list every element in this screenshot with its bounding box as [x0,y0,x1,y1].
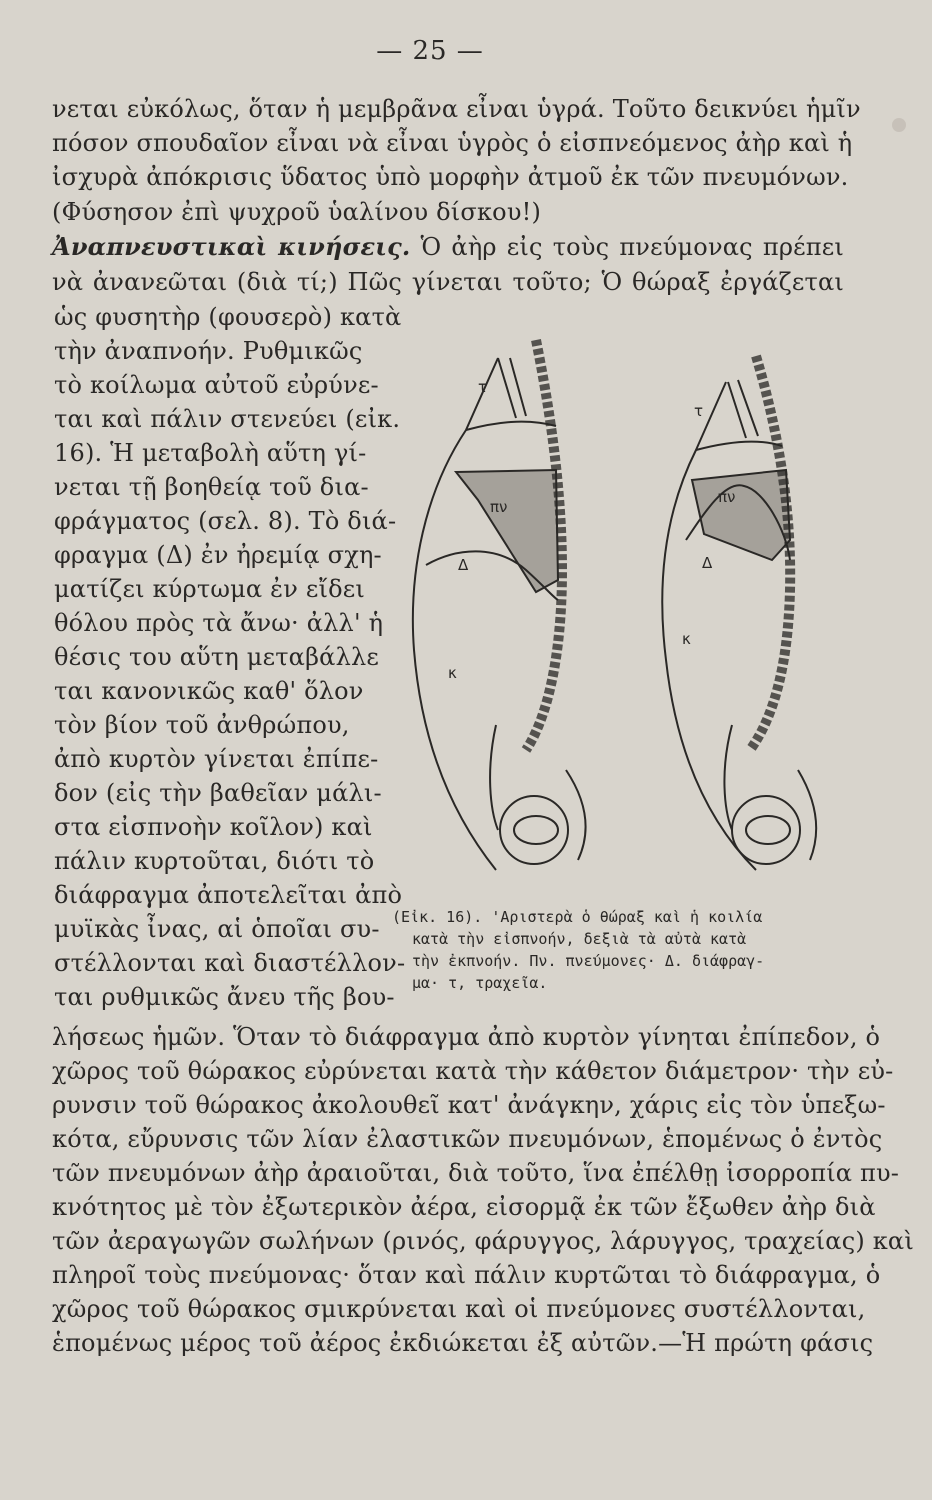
text-line: ὡς φυσητὴρ (φουσερὸ) κατὰ [54,303,402,331]
label-abdomen-left: κ [448,664,457,682]
pelvis-inner-left [514,816,558,844]
pelvis-inner-right [746,816,790,844]
text-line: ται ρυθμικῶς ἄνευ τῆς βου- [54,983,395,1011]
text-line: ἑπομένως μέρος τοῦ ἀέρος ἐκδιώκεται ἐξ αὐτῶν.—Ἡ πρώτη φάσις [52,1329,874,1357]
figure-caption-line: κατὰ τὴν εἰσπνοήν, δεξιὰ τὰ αὐτὰ κατὰ [412,930,747,948]
text-line: λήσεως ἡμῶν. Ὅταν τὸ διάφραγμα ἀπὸ κυρτὸν γίνηται ἐπίπεδον, ὁ [52,1023,881,1051]
lung-region-left [456,470,558,592]
text-line: 16). Ἡ μεταβολὴ αὕτη γί- [54,439,367,467]
diagram-inhalation [413,340,586,870]
text-line: κνότητος μὲ τὸν ἐξωτερικὸν ἀέρα, εἰσορμᾷ ἐκ τῶν ἔξωθεν ἀὴρ διὰ [52,1193,876,1221]
text-line: φραγμα (Δ) ἐν ἠρεμίᾳ σχη- [54,541,382,569]
text-line: ται καὶ πάλιν στενεύει (εἰκ. [54,405,401,433]
figure-caption-line: (Εἰκ. 16). 'Αριστερὰ ὁ θώραξ καὶ ἡ κοιλία [392,908,763,926]
label-abdomen-right: κ [682,630,691,648]
text-line: πάλιν κυρτοῦται, διότι τὸ [54,847,375,875]
trachea-left [498,358,526,418]
label-lungs-right: πν [718,488,736,506]
section-heading: Ἀναπνευστικαὶ κινήσεις. [52,232,411,261]
section-heading-line [52,230,844,264]
paper-stain [892,118,906,132]
text-line: πόσον σπουδαῖον εἶναι νὰ εἶναι ὑγρὸς ὁ εἰσπνεόμενος ἀὴρ καὶ ἡ [52,129,853,157]
text-line: διάφραγμα ἀποτελεῖται ἀπὸ [54,881,403,909]
text-line: κότα, εὔρυνσις τῶν λίαν ἐλαστικῶν πνευμόνων, ἑπομένως ὁ ἐντὸς [52,1125,883,1153]
text-line: ἰσχυρὰ ἀπόκρισις ὕδατος ὑπὸ μορφὴν ἀτμοῦ ἐκ τῶν πνευμόνων. [52,163,849,191]
text-line: δον (εἰς τὴν βαθεῖαν μάλι- [54,779,382,807]
pelvis-outline-left [490,725,586,860]
text-line: στέλλονται καὶ διαστέλλον- [54,949,406,977]
ribcage-left [466,422,556,430]
pelvis-outline-right [724,725,816,860]
text-line: ται κανονικῶς καθ' ὅλον [54,677,364,705]
text-line: τῶν ἀεραγωγῶν σωλήνων (ρινός, φάρυγγος, λάρυγγος, τραχείας) καὶ [52,1227,914,1255]
label-diaphragm-left: Δ [458,556,469,574]
figure-caption-line: τὴν ἐκπνοήν. Πν. πνεύμονες· Δ. διάφραγ- [412,952,765,970]
body-outline-left [413,358,498,870]
label-lungs-left: πν [490,498,508,516]
label-trachea-left: τ [478,378,488,396]
lung-region-right [692,470,790,560]
ribcage-right [696,442,782,450]
text-line: πληροῖ τοὺς πνεύμονας· ὅταν καὶ πάλιν κυρτῶται τὸ διάφραγμα, ὁ [52,1261,881,1289]
text-line: φράγματος (σελ. 8). Τὸ διά- [54,507,397,535]
text-line: στα εἰσπνοὴν κοῖλον) καὶ [54,813,373,841]
text-line: ρυνσιν τοῦ θώρακος ἀκολουθεῖ κατ' ἀνάγκην, χάρις εἰς τὸν ὑπεξω- [52,1091,886,1119]
trachea-right [728,380,758,438]
text-line: τὸν βίον τοῦ ἀνθρώπου, [54,711,350,739]
text-line: τὸ κοίλωμα αὐτοῦ εὐρύνε- [54,371,379,399]
page-number: — 25 — [376,36,484,66]
text-line: νεται εὐκόλως, ὅταν ἡ μεμβρᾶνα εἶναι ὑγρά. Τοῦτο δεικνύει ἡμῖν [52,95,861,123]
text-line: (Φύσησον ἐπὶ ψυχροῦ ὑαλίνου δίσκου!) [52,198,542,226]
figure-thorax-breathing [386,330,876,890]
heading-line-rest: Ὁ ἀὴρ εἰς τοὺς πνεύμονας πρέπει [410,233,844,261]
text-line: θόλου πρὸς τὰ ἄνω· ἀλλ' ἡ [54,609,384,637]
text-line: ἀπὸ κυρτὸν γίνεται ἐπίπε- [54,745,379,773]
text-line: χῶρος τοῦ θώρακος εὐρύνεται κατὰ τὴν κάθετον διάμετρον· τὴν εὐ- [52,1057,894,1085]
text-line: τὴν ἀναπνοήν. Ρυθμικῶς [54,337,363,365]
text-line: θέσις του αὕτη μεταβάλλε [54,643,380,671]
figure-caption-line: μα· τ, τραχεῖα. [412,974,548,992]
body-outline-right [662,382,756,870]
label-diaphragm-right: Δ [702,554,713,572]
text-line: νὰ ἀνανεῶται (διὰ τί;) Πῶς γίνεται τοῦτο; Ὁ θώραξ ἐργάζεται [52,268,844,296]
text-line: τῶν πνευμόνων ἀὴρ ἀραιοῦται, διὰ τοῦτο, ἵνα ἐπέλθῃ ἰσορροπία πυ- [52,1159,900,1187]
text-line: ματίζει κύρτωμα ἐν εἴδει [54,575,365,603]
text-line: νεται τῇ βοηθείᾳ τοῦ δια- [54,473,369,501]
text-line: χῶρος τοῦ θώρακος σμικρύνεται καὶ οἱ πνεύμονες συστέλλονται, [52,1295,866,1323]
thorax-diagram [386,330,876,890]
text-line: μυϊκὰς ἶνας, αἱ ὁποῖαι συ- [54,915,380,943]
diagram-exhalation [662,356,816,870]
label-trachea-right: τ [694,402,704,420]
